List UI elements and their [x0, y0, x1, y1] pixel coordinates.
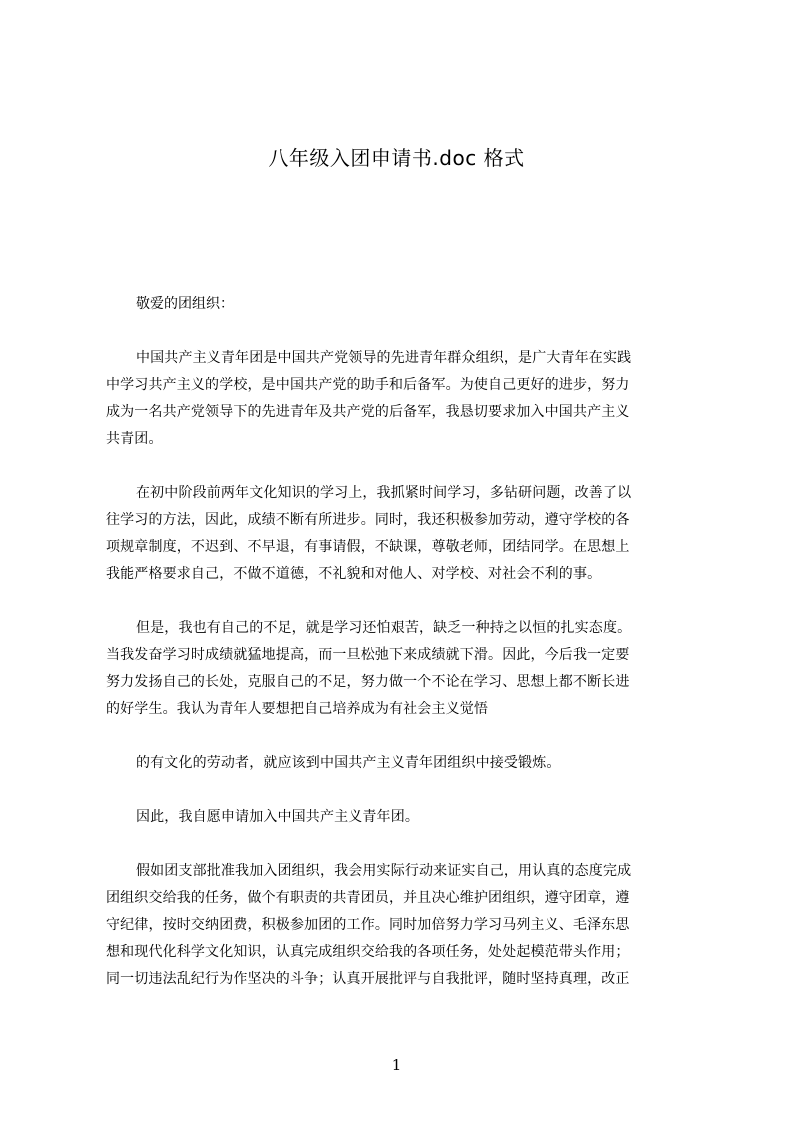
paragraph-line: 因此，我自愿申请加入中国共产主义青年团。	[136, 809, 419, 825]
paragraph-2	[106, 480, 700, 588]
paragraph-1	[106, 345, 700, 453]
paragraph-line: 我能严格要求自己，不做不道德，不礼貌和对他人、对学校、对社会不利的事。	[106, 566, 602, 582]
paragraph-line: 在初中阶段前两年文化知识的学习上，我抓紧时间学习，多钻研问题，改善了以	[136, 485, 632, 501]
paragraph-6	[106, 858, 700, 993]
paragraph-line: 想和现代化科学文化知识，认真完成组织交给我的各项任务，处处起模范带头作用；	[106, 944, 630, 960]
paragraph-line: 项规章制度，不迟到、不早退，有事请假，不缺课，尊敬老师，团结同学。在思想上	[106, 539, 630, 555]
page-number: 1	[391, 1056, 402, 1074]
salutation: 敬爱的团组织：	[136, 296, 234, 312]
paragraph-line: 团组织交给我的任务，做个有职责的共青团员，并且决心维护团组织，遵守团章，遵	[106, 890, 630, 906]
paragraph-line: 努力发扬自己的长处，克服自己的不足，努力做一个不论在学习、思想上都不断长进	[106, 674, 630, 690]
paragraph-line: 的有文化的劳动者，就应该到中国共产主义青年团组织中接受锻炼。	[136, 755, 561, 771]
paragraph-line: 的好学生。我认为青年人要想把自己培养成为有社会主义觉悟	[106, 701, 489, 717]
document-body	[106, 291, 700, 1020]
document-title: 八年级入团申请书.doc 格式	[268, 146, 525, 170]
paragraph-line: 中国共产主义青年团是中国共产党领导的先进青年群众组织，是广大青年在实践	[136, 350, 632, 366]
paragraph-line: 同一切违法乱纪行为作坚决的斗争；认真开展批评与自我批评，随时坚持真理，改正	[106, 971, 630, 987]
paragraph-line: 往学习的方法，因此，成绩不断有所进步。同时，我还积极参加劳动，遵守学校的各	[106, 512, 630, 528]
paragraph-line: 当我发奋学习时成绩就猛地提高，而一旦松弛下来成绩就下滑。因此，今后我一定要	[106, 647, 630, 663]
paragraph-line: 假如团支部批准我加入团组织，我会用实际行动来证实自己，用认真的态度完成	[136, 863, 632, 879]
paragraph-line: 共青团。	[106, 431, 163, 447]
paragraph-3	[106, 615, 700, 723]
paragraph-5	[106, 804, 700, 831]
paragraph-line: 但是，我也有自己的不足，就是学习还怕艰苦，缺乏一种持之以恒的扎实态度。	[136, 620, 632, 636]
paragraph-line: 守纪律，按时交纳团费，积极参加团的工作。同时加倍努力学习马列主义、毛泽东思	[106, 917, 630, 933]
paragraph-line: 中学习共产主义的学校，是中国共产党的助手和后备军。为使自己更好的进步，努力	[106, 377, 630, 393]
paragraph-4	[106, 750, 700, 777]
paragraph-line: 成为一名共产党领导下的先进青年及共产党的后备军，我恳切要求加入中国共产主义	[106, 404, 630, 420]
